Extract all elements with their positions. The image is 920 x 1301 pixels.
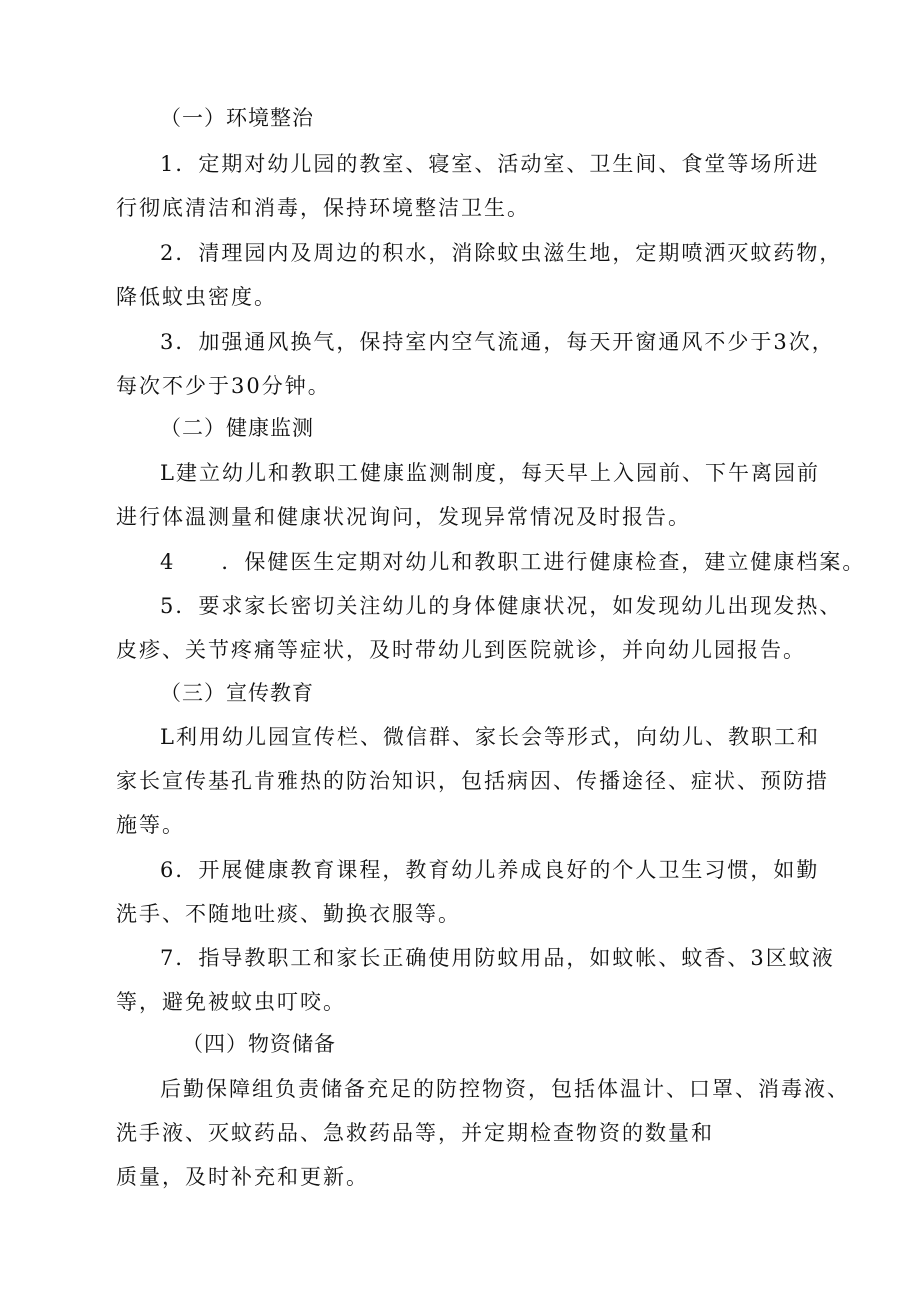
paragraph-line: 3．加强通风换气，保持室内空气流通，每天开窗通风不少于3次， xyxy=(160,330,835,354)
paragraph-line: 2．清理园内及周边的积水，消除蚊虫滋生地，定期喷洒灭蚊药物， xyxy=(160,241,843,265)
paragraph-line: 施等。 xyxy=(116,813,185,837)
paragraph-line: 皮疹、关节疼痛等症状，及时带幼儿到医院就诊，并向幼儿园报告。 xyxy=(116,638,806,662)
paragraph-line: 洗手、不随地吐痰、勤换衣服等。 xyxy=(116,902,461,926)
paragraph-line: 5．要求家长密切关注幼儿的身体健康状况，如发现幼儿出现发热、 xyxy=(160,594,843,618)
section-heading-health-monitoring: （二）健康监测 xyxy=(160,416,314,440)
paragraph-line: 降低蚊虫密度。 xyxy=(116,285,277,309)
section-heading-publicity: （三）宣传教育 xyxy=(160,681,314,705)
paragraph-line: 1．定期对幼儿园的教室、寝室、活动室、卫生间、食堂等场所进 xyxy=(160,152,820,176)
paragraph-line: 后勤保障组负责储备充足的防控物资，包括体温计、口罩、消毒液、 xyxy=(160,1077,850,1101)
paragraph-line: 家长宣传基孔肯雅热的防治知识，包括病因、传播途径、症状、预防措 xyxy=(116,769,829,793)
paragraph-line: 行彻底清洁和消毒，保持环境整洁卫生。 xyxy=(116,196,530,220)
paragraph-line: 洗手液、灭蚊药品、急救药品等，并定期检查物资的数量和 xyxy=(116,1121,714,1145)
paragraph-line: 质量，及时补充和更新。 xyxy=(116,1165,369,1189)
paragraph-line: L利用幼儿园宣传栏、微信群、家长会等形式，向幼儿、教职工和 xyxy=(160,725,820,749)
paragraph-line: 等，避免被蚊虫叮咬。 xyxy=(116,990,346,1014)
paragraph-line: 4 ．保健医生定期对幼儿和教职工进行健康检查，建立健康档案。 xyxy=(160,550,866,574)
paragraph-line: 7．指导教职工和家长正确使用防蚊用品，如蚊帐、蚊香、3区蚊液 xyxy=(160,946,835,970)
paragraph-line: L建立幼儿和教职工健康监测制度，每天早上入园前、下午离园前 xyxy=(160,461,820,485)
paragraph-line: 6．开展健康教育课程，教育幼儿养成良好的个人卫生习惯，如勤 xyxy=(160,858,820,882)
paragraph-line: 进行体温测量和健康状况询问，发现异常情况及时报告。 xyxy=(116,505,691,529)
section-heading-environment: （一）环境整治 xyxy=(160,106,314,130)
paragraph-line: 每次不少于30分钟。 xyxy=(116,374,331,398)
section-heading-supplies: （四）物资储备 xyxy=(182,1032,336,1056)
